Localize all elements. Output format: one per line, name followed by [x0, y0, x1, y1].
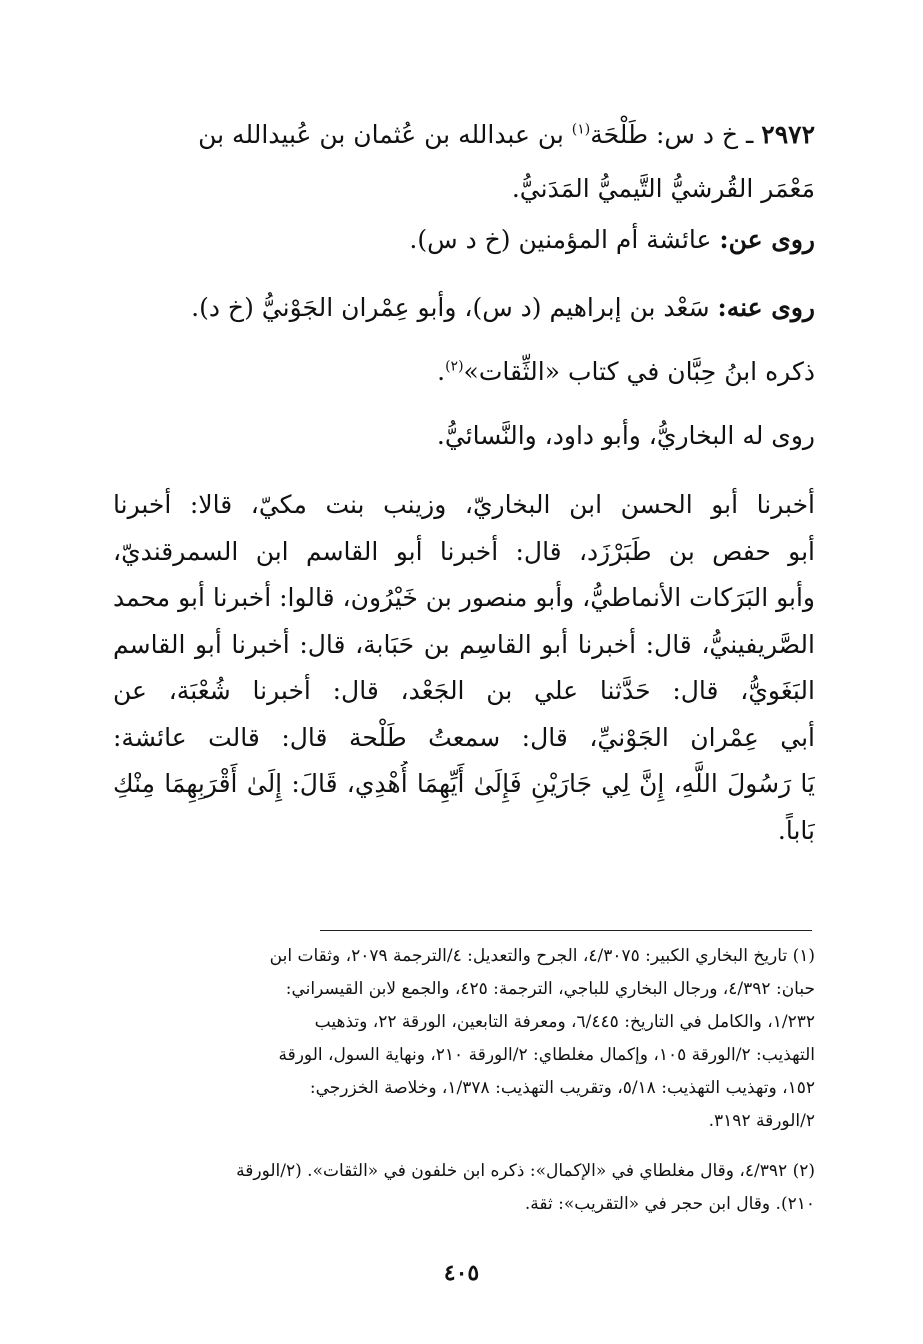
rawa-an-label: روى عن: [719, 225, 815, 254]
footnote-2 [113, 1155, 815, 1221]
entry-number: ٢٩٧٢ [761, 120, 815, 149]
dhikr-end: . [437, 357, 446, 386]
footnote-line: التهذيب: ٢/الورقة ١٠٥، وإكمال مغلطاي: ٢/الورقة ٢١٠، ونهاية السول، الورقة [278, 1045, 815, 1065]
isnad-line: أبو حفص بن طَبَرْزَد، قال: أخبرنا أبو القاسم ابن السمرقنديّ، [113, 536, 815, 566]
rawa-anhu-text: سَعْد بن إبراهيم (د س)، وأبو عِمْران الجَوْنيُّ (خ د). [191, 293, 710, 322]
entry-name: طَلْحَة [590, 120, 648, 149]
footnote-line: (١) تاريخ البخاري الكبير: ٤/٣٠٧٥، الجرح والتعديل: ٤/الترجمة ٢٠٧٩، وثقات ابن [269, 946, 815, 966]
footnote-line: ٢/الورقة ٣١٩٢. [708, 1111, 815, 1131]
footnote-line: (٢) ٤/٣٩٢، وقال مغلطاي في «الإكمال»: ذكره ابن خلفون في «الثقات». (٢/الورقة [236, 1161, 815, 1181]
dhikr-line [437, 344, 815, 400]
footnote-marker-2: (٢) [445, 358, 464, 375]
footnote-1 [113, 940, 815, 1138]
isnad-line: أبي عِمْران الجَوْنيِّ، قال: سمعتُ طَلْحة قال: قالت عائشة: [113, 722, 815, 752]
rawa-anhu-label: روى عنه: [717, 293, 815, 322]
rawa-anhu-line [191, 280, 815, 336]
hadith-line: يَا رَسُولَ اللَّهِ، إِنَّ لِي جَارَيْنِ فَإِلَىٰ أَيِّهِمَا أُهْدِي، قَالَ: إِلَىٰ أَقْرَبِهِمَا مِنْكِ [113, 769, 815, 798]
rawa-lahu-line: روى له البخاريُّ، وأبو داود، والنَّسائيُّ. [436, 421, 815, 450]
page-number: ٤٠٥ [443, 1260, 480, 1286]
entry-header [113, 108, 815, 216]
hadith-line-end: بَاباً. [777, 815, 815, 845]
rawa-an-line [409, 212, 815, 268]
entry-line-2: مَعْمَر القُرشيُّ التَّيميُّ المَدَنيُّ. [511, 174, 815, 203]
isnad-line: وأبو البَرَكات الأنماطيُّ، وأبو منصور بن خَيْرُون، قالوا: أخبرنا أبو محمد [113, 583, 815, 612]
isnad-paragraph [113, 482, 815, 854]
isnad-line: الصَّريفينيُّ، قال: أخبرنا أبو القاسِم بن حَبَابة، قال: أخبرنا أبو القاسم [113, 629, 815, 659]
entry-symbols: خ د س: [655, 120, 739, 149]
footnote-line: حبان: ٤/٣٩٢، ورجال البخاري للباجي، الترجمة: ٤٢٥، والجمع لابن القيسراني: [285, 979, 815, 999]
dhikr-text: ذكره ابنُ حِبَّان في كتاب «الثِّقات» [463, 357, 815, 386]
isnad-line: أخبرنا أبو الحسن ابن البخاريّ، وزينب بنت مكيّ، قالا: أخبرنا [113, 490, 815, 519]
isnad-line: البَغَويُّ، قال: حَدَّثنا علي بن الجَعْد، قال: أخبرنا شُعْبَة، عن [113, 676, 815, 705]
footnote-line: ١/٢٣٢، والكامل في التاريخ: ٦/٤٤٥، ومعرفة التابعين، الورقة ٢٢، وتذهيب [314, 1012, 815, 1032]
footnote-divider [320, 930, 812, 931]
footnote-line: ١٥٢، وتهذيب التهذيب: ٥/١٨، وتقريب التهذيب: ١/٣٧٨، وخلاصة الخزرجي: [309, 1078, 815, 1098]
entry-lineage: بن عبدالله بن عُثمان بن عُبيدالله بن [198, 120, 564, 149]
entry-dash: ـ [746, 120, 754, 149]
entry-line-1 [113, 108, 815, 162]
footnote-line: ٢١٠). وقال ابن حجر في «التقريب»: ثقة. [524, 1194, 815, 1214]
rawa-an-text: عائشة أم المؤمنين (خ د س). [409, 225, 712, 254]
footnote-marker-1: (١) [571, 121, 591, 138]
